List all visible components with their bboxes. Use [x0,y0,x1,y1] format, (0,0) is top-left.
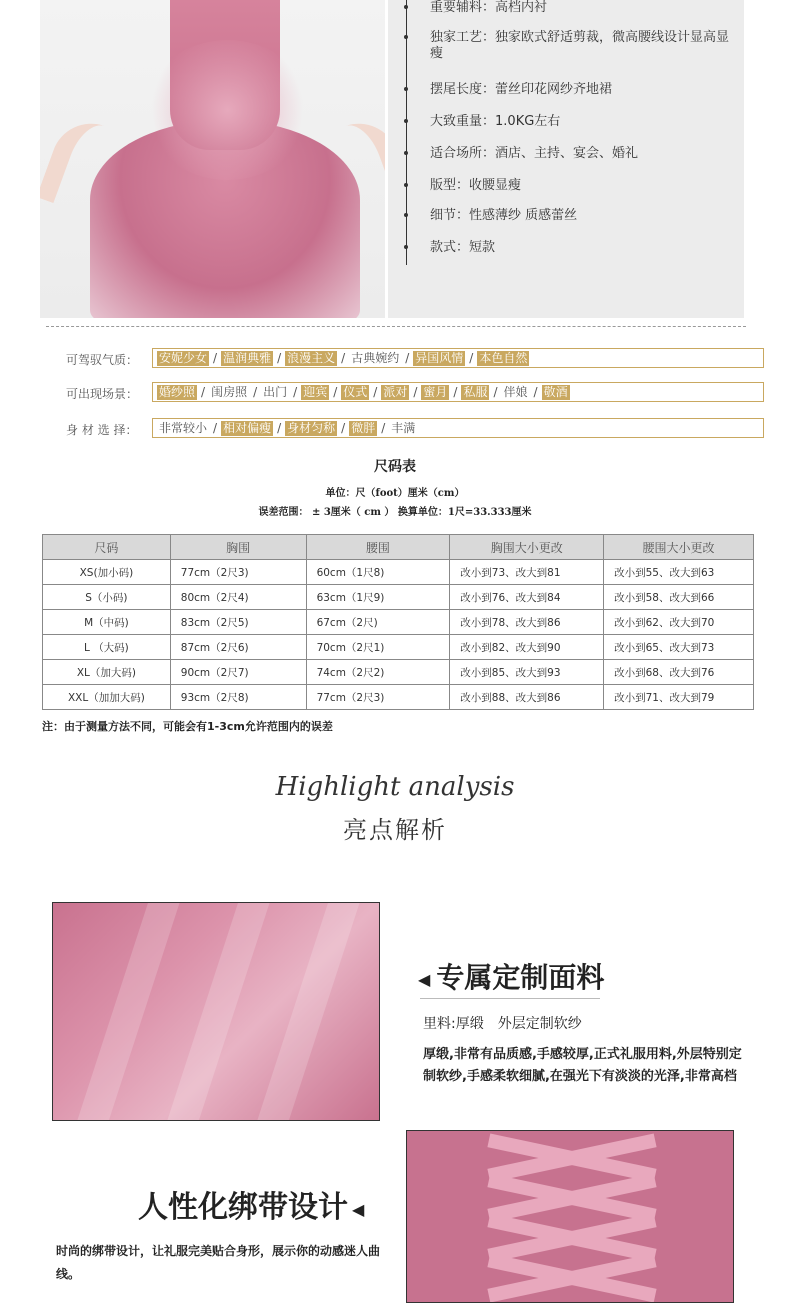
table-cell: 77cm（2尺3) [170,560,306,585]
style-row-label: 可出现场景： [66,387,139,401]
style-tag: 古典婉约 [351,351,400,365]
style-tags [157,421,417,436]
spec-label: 摆尾长度： [430,82,496,97]
spec-value: 短款 [469,240,496,255]
bullet-dot-icon [404,119,408,123]
tag-separator: / [213,421,218,435]
bullet-dot-icon [404,5,408,9]
style-tag: 派对 [383,385,408,399]
table-cell: 改小到68、改大到76 [604,660,754,685]
fabric-outer: 外层定制软纱 [497,1016,582,1032]
size-table-body [43,560,754,710]
spec-label: 适合场所： [430,146,496,161]
spec-label: 大致重量： [430,114,496,129]
table-cell: 74cm（2尺2) [306,660,450,685]
fabric-description: 厚缎,非常有品质感,手感较厚,正式礼服用料,外层特别定制软纱,手感柔软细腻,在强光下有淡淡的光泽,非常高档 [423,1047,742,1084]
style-tag: 私服 [463,385,488,399]
style-tags [157,385,570,400]
style-tag: 蜜月 [423,385,448,399]
dress-lace [145,40,310,180]
fabric-title-underline [420,998,600,999]
table-cell: 改小到55、改大到63 [604,560,754,585]
fabric-materials [423,1013,596,1033]
highlight-title-cn: 亮点解析 [343,816,447,844]
spec-value: 收腰显瘦 [469,178,522,193]
spec-value: 高档内衬 [495,0,548,15]
table-cell: 93cm（2尺8) [170,685,306,710]
product-photo-top [40,0,385,318]
fabric-fold [164,902,273,1121]
size-chart-error-range: 误差范围： ± 3厘米（ cm ） 换算单位：1尺=33.333厘米 [258,507,532,518]
divider [46,326,746,327]
spec-panel [388,0,744,318]
table-cell: 80cm（2尺4) [170,585,306,610]
binding-description: 时尚的绑带设计，让礼服完美贴合身形，展示你的动感迷人曲线。 [56,1244,381,1281]
fabric-fold [254,902,363,1121]
tag-separator: / [405,351,410,365]
fabric-title-text: 专属定制面料 [436,961,605,994]
bullet-dot-icon [404,183,408,187]
spec-item [400,208,577,224]
table-cell: 改小到65、改大到73 [604,635,754,660]
style-tag: 非常较小 [159,421,208,435]
highlight-title-en: Highlight analysis [275,772,515,802]
size-chart-note: 注：由于测量方法不同，可能会有1-3cm允许范围内的误差 [42,720,333,733]
style-tag: 丰满 [391,421,416,435]
tag-separator: / [293,385,298,399]
bullet-dot-icon [404,245,408,249]
style-tag: 相对偏瘦 [223,421,272,435]
table-cell: 67cm（2尺) [306,610,450,635]
table-row [43,560,754,585]
spec-item [400,114,560,130]
style-tag: 微胖 [351,421,376,435]
table-cell: 改小到73、改大到81 [450,560,604,585]
table-row [43,635,754,660]
spec-item [400,82,612,98]
style-tag: 出门 [263,385,288,399]
chevron-circle-icon: ◀ [352,1199,365,1219]
tag-separator: / [277,421,282,435]
spec-value: 蕾丝印花网纱齐地裙 [495,82,613,97]
table-cell: 60cm（1尺8) [306,560,450,585]
tag-separator: / [373,385,378,399]
style-tag: 敬酒 [543,385,568,399]
spec-value: 酒店、主持、宴会、婚礼 [495,146,639,161]
fabric-photo [52,902,380,1121]
table-cell: 63cm（1尺9) [306,585,450,610]
lace-up-photo [406,1130,734,1303]
size-table-header-cell: 腰围大小更改 [604,535,754,560]
table-cell: 改小到76、改大到84 [450,585,604,610]
table-cell: 83cm（2尺5) [170,610,306,635]
table-cell: 改小到71、改大到79 [604,685,754,710]
tag-separator: / [381,421,386,435]
binding-title-text: 人性化绑带设计 [138,1190,348,1225]
table-cell: 70cm（2尺1) [306,635,450,660]
spec-label: 独家工艺： [430,30,496,45]
tag-separator: / [201,385,206,399]
binding-section-title [138,1182,364,1226]
spec-value: 独家欧式舒适剪裁，微高腰线设计显高显瘦 [430,30,730,61]
table-cell: L （大码) [43,635,171,660]
size-table-header-cell: 胸围大小更改 [450,535,604,560]
table-cell: 改小到58、改大到66 [604,585,754,610]
style-tag: 本色自然 [479,351,528,365]
table-row [43,685,754,710]
table-row [43,585,754,610]
table-cell: XS(加小码) [43,560,171,585]
table-cell: 改小到88、改大到86 [450,685,604,710]
table-cell: XXL（加加大码) [43,685,171,710]
spec-item [400,240,495,256]
table-cell: XL（加大码) [43,660,171,685]
spec-item [400,30,730,62]
table-cell: 改小到78、改大到86 [450,610,604,635]
tag-separator: / [469,351,474,365]
table-row [43,660,754,685]
style-tag: 异国风情 [415,351,464,365]
table-cell: 90cm（2尺7) [170,660,306,685]
style-tag: 浪漫主义 [287,351,336,365]
tag-separator: / [253,385,258,399]
table-cell: 改小到82、改大到90 [450,635,604,660]
tag-separator: / [493,385,498,399]
size-chart-unit: 单位：尺（foot）厘米（cm） [325,488,465,499]
table-cell: M（中码) [43,610,171,635]
spec-label: 版型： [430,178,470,193]
spec-item [400,146,638,162]
bullet-dot-icon [404,151,408,155]
bullet-dot-icon [404,35,408,39]
style-tag: 迎宾 [303,385,328,399]
table-cell: 改小到85、改大到93 [450,660,604,685]
size-chart-title: 尺码表 [374,459,416,475]
style-tag: 温润典雅 [223,351,272,365]
table-cell: 77cm（2尺3) [306,685,450,710]
size-table-header [43,535,754,560]
size-table [42,534,754,710]
style-tag: 仪式 [343,385,368,399]
style-tag-box [152,382,764,402]
table-cell: S（小码) [43,585,171,610]
tag-separator: / [533,385,538,399]
spec-item [400,0,547,16]
spec-value: 性感薄纱 质感蕾丝 [469,208,578,223]
table-cell: 87cm（2尺6) [170,635,306,660]
spec-item [400,178,521,194]
style-tag: 安妮少女 [159,351,208,365]
style-row-label: 身 材 选 择： [66,423,138,437]
tag-separator: / [413,385,418,399]
spec-value: 1.0KG左右 [495,114,561,129]
style-tag: 婚纱照 [159,385,196,399]
style-row-label: 可驾驭气质： [66,353,139,367]
style-tag: 闺房照 [211,385,248,399]
table-row [43,610,754,635]
spec-label: 细节： [430,208,470,223]
bullet-dot-icon [404,87,408,91]
style-tag-box [152,348,764,368]
style-tag: 伴娘 [503,385,528,399]
tag-separator: / [341,351,346,365]
tag-separator: / [333,385,338,399]
bullet-dot-icon [404,213,408,217]
table-cell: 改小到62、改大到70 [604,610,754,635]
spec-label: 款式： [430,240,470,255]
tag-separator: / [213,351,218,365]
tag-separator: / [277,351,282,365]
fabric-lining: 里料:厚缎 [423,1016,484,1032]
size-table-header-cell: 腰围 [306,535,450,560]
style-tag-box [152,418,764,438]
tag-separator: / [341,421,346,435]
tag-separator: / [453,385,458,399]
style-tags [157,351,529,366]
spec-label: 重要辅料： [430,0,496,15]
fabric-fold [74,902,183,1121]
size-table-header-cell: 尺码 [43,535,171,560]
chevron-circle-icon: ◀ [418,969,431,989]
size-table-header-cell: 胸围 [170,535,306,560]
style-tag: 身材匀称 [287,421,336,435]
fabric-section-title [418,956,604,996]
